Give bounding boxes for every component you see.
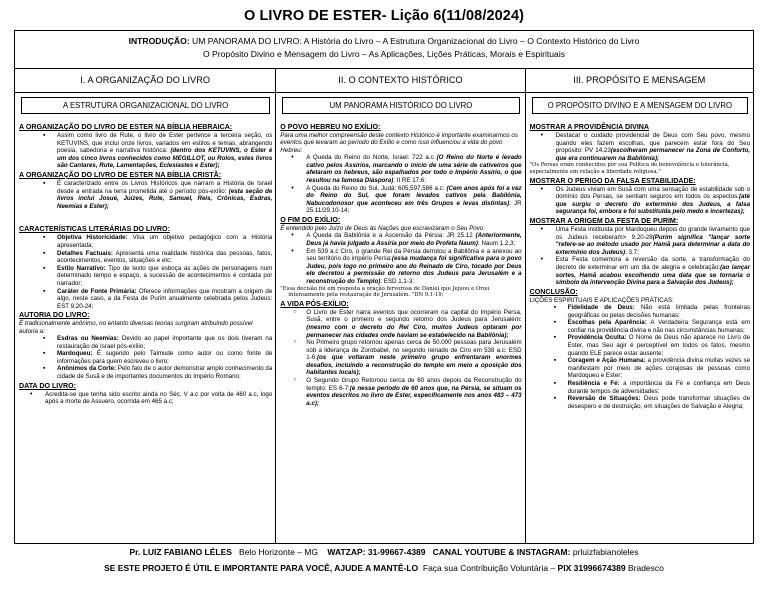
author-name: Pr. LUIZ FABIANO LÉLES (129, 547, 232, 557)
item-text: Devido ao papel importante que os dois tiveram na restauração de Israel pós-exílio; (57, 335, 273, 350)
footer-donation (0, 563, 768, 573)
list-item (19, 335, 272, 350)
item-key: Resiliência e Fé: (567, 380, 620, 388)
section-subheading: LIÇÕES ESPIRITUAIS E APLICAÇÕES PRÁTICAS: (529, 296, 674, 304)
item-emphasis: (os que voltaram neste primeiro grupo enfrentaram enormes desafios, incluindo a reconstrução do templo em meio a oposição dos habitantes locais); (306, 354, 522, 377)
item-text: No Primeiro grupo retornou apenas cerca de 50.000 pessoas para Jerusalém sob a liderança de Zorobabel, no segundo reinado de Ciro em 538 a.c: ESD 1-6: (306, 339, 522, 362)
page-title: O LIVRO DE ESTER- Lição 6(11/08/2024) (243, 8, 525, 24)
intro-text-2: O Propósito Divino e Mensagem do Livro – As Aplicações, Lições Práticas, Morais e Espirituais (202, 48, 566, 59)
list-item (280, 339, 521, 377)
lesson-sheet (14, 30, 754, 544)
section-heading: MOSTRAR A PROVIDÊNCIA DIVINA (529, 123, 650, 131)
item-text: Deus pode transformar situações de desespero e de destruição, em situações de Salvação e Alegria; (567, 395, 751, 410)
intro-line-1 (15, 35, 753, 48)
author-city: Belo Horizonte – MG (231, 547, 328, 557)
item-emphasis: (dentro dos KETUVINS, o Ester é um dos cinco livros conhecidos como MEGILLOT, ou Rolos, estes livros são Cantares, Rute, Lamentações, Eclesiastes e Ester); (57, 147, 273, 170)
box-heading: UM PANORAMA HISTÓRICO DO LIVRO (282, 97, 519, 114)
support-message: SE ESTE PROJETO É ÚTIL E IMPORTANTE PARA VOCÊ, AJUDE A MANTÊ-LO (104, 563, 419, 573)
item-text: A Queda do Reino do Sul, Judá: 605,597,586 a.c: (306, 184, 447, 192)
section-heading: CARACTERÍSTICAS LITERÁRIAS DO LIVRO: (19, 225, 170, 234)
item-text: É sugerido pelo Talmude como autor ou como fonte de informações para quem escreveu o livro; (57, 350, 273, 365)
item-emphasis: (Purim significa "lançar sorte "refere-se ao método usado por Hamã para determinar a data do extermínio dos Judeus) (555, 233, 751, 256)
social-label: CANAL YOUTUBE & INSTAGRAM: (425, 547, 573, 557)
list-item (280, 154, 521, 184)
item-ref: : II RE 17.6; (393, 177, 426, 184)
item-emphasis: (Cem anos após foi a vez do Reino do Sul, que foram levados cativos pela Babilônia, Nabucodonosor que aconteceu em três Grupos e levas distintas) (306, 184, 522, 207)
item-text: A Verdadeira Segurança está em confiar na providência divina e não nas circunstâncias humanas; (567, 319, 751, 334)
item-key: Fidelidade de Deus: (567, 304, 635, 312)
columns-body (15, 93, 753, 543)
item-text: Visa um objetivo pedagógico com a História apresentada; (57, 234, 273, 249)
column-organizacao (15, 93, 276, 543)
item-emphasis: (escolheram permanecer na Zona de Conforto, que era continuarem na Babilônia); (555, 147, 751, 162)
list-item (530, 334, 750, 357)
list-item (280, 232, 521, 247)
list-item (280, 185, 521, 215)
item-text: Acredita-se que tenha sido escrito ainda no Séc. V a.c por volta de 460 a.c, logo após a morte de Assuero, ocorrida em 465 a.c; (45, 390, 273, 406)
item-key: Detalhes Factuais: (57, 249, 113, 257)
list-item (530, 226, 750, 256)
item-text: Esta Festa comemora a reversão da sorte, a transformação do decreto de exterminar em um dia de alegria e celebração: (555, 256, 751, 271)
column-header-proposito: III. PROPÓSITO E MENSAGEM (573, 75, 706, 85)
item-text: a importância da Fé e confiança em Deus durante tempos de adversidades; (567, 380, 751, 395)
list-item (19, 350, 272, 365)
section-heading: A ORGANIZAÇÃO DO LIVRO DE ESTER NA BÍBLIA HEBRAICA: (19, 123, 233, 131)
list-item (19, 132, 272, 170)
item-text: Oferece informações que mostram a origem de algo, neste caso, a da Festa de Purim anualmente celebrada pelos Judeus: EST 9.20-24; (57, 287, 273, 310)
column-proposito (526, 93, 753, 543)
section-heading: DATA DO LIVRO: (19, 381, 77, 390)
intro-label: INTRODUÇÃO: (128, 36, 190, 46)
box-heading: O PROPÓSITO DIVINO E A MENSAGEM DO LIVRO (532, 97, 748, 114)
item-key: Estilo Narrativo: (57, 264, 106, 272)
spacer (19, 210, 272, 224)
item-emphasis: (ao lançar sortes, Hamã acabou escolhendo uma data que se tornaria o símbolo da intervenção Divina para a Salvação dos Judeus); (555, 263, 751, 287)
section-heading: CONCLUSÃO: (529, 287, 578, 296)
intro-section (15, 31, 753, 69)
item-text: Apresenta uma realidade histórica das pessoas, fatos, acontecimentos, eventos, situações e etc; (57, 249, 273, 265)
item-text: Não está limitada pelas fronteiras geográficas ou pelas decisões humanas; (567, 304, 751, 319)
list-item (530, 357, 750, 380)
section-intro: É entendido pelo Juízo de Deus às Nações que escravizaram o Seu Povo: (280, 224, 485, 232)
item-key: Esdras ou Neemias: (57, 335, 119, 343)
item-key: Mardoqueu: (57, 350, 93, 358)
item-emphasis: (Anteriormente, Deus já havia julgado a Assíria por meio do Profeta Naum) (306, 232, 522, 247)
footer-contact (0, 547, 768, 557)
whatsapp-number: WATZAP: 31-99667-4389 (327, 547, 426, 557)
item-emphasis: (esta seção de livros inclui Josué, Juízes, Rute, Samuel, Reis, Crônicas, Esdras, Neemias e Ester); (57, 187, 273, 210)
column-contexto (276, 93, 525, 543)
item-key: Escolhas pela Aparência: (567, 319, 647, 327)
section-heading: MOSTRAR A ORIGEM DA FESTA DE PURIM: (529, 216, 679, 225)
list-item (530, 395, 750, 410)
item-ref: : 3.7; (625, 248, 639, 256)
list-item (19, 265, 272, 288)
intro-text-1: UM PANORAMA DO LIVRO: A História do Livro – A Estrutura Organizacional do Livro – O Contexto Histórico do Livro (189, 36, 640, 46)
item-key: Coragem e Ação Humana: (567, 357, 646, 365)
contribution-text: Faça sua Contribuição Voluntária – (418, 563, 558, 573)
list-item (530, 256, 750, 286)
item-ref: : JR 25.11/29.10-14; (306, 199, 522, 215)
item-key: Anônimos da Corte: (57, 365, 117, 373)
list-item (530, 132, 750, 162)
item-text: Uma Festa instituída por Mardoqueu depois do grande livramento que os Judeus receberam> 9.20-28 (555, 225, 751, 241)
box-heading: A ESTRUTURA ORGANIZACIONAL DO LIVRO (21, 97, 270, 114)
item-ref: : ESD 1.1-3; (380, 277, 415, 285)
item-emphasis: (O Reino do Norte é levado cativo pelos Assírios, marcando o início de uma série de cativeiros que afetaram os hebreus, são espalhados por todo o Império Assírio, o que resultou na famosa Diáspora) (306, 154, 522, 184)
item-text: Em 539 a.c Ciro, o grande Rei da Pérsia derrotou a Babilônia e a anexou ao seu território do império Persa: (306, 247, 522, 263)
item-text: a providência divina muitas vezes se manifestam por meio de ações corajosas de pessoas como Mardoqueu e Ester; (567, 357, 751, 380)
list-item (19, 250, 272, 265)
list-item (19, 180, 272, 210)
list-item (280, 248, 521, 286)
bank-name: Bradesco (625, 563, 664, 573)
column-header-contexto: II. O CONTEXTO HISTÓRICO (276, 69, 525, 92)
section-intro: Para uma melhor compreensão deste contexto Histórico é importante examinarmos os eventos que levaram ao período do Exílio e como isso influenciou a vida do povo Hebreu: (280, 132, 518, 154)
item-text: Assim como livro de Rute, o livro de Ester pertence a terceira seção, os KETUVINS, que inclui onze livros, variados em estilos e temas, abrangendo poesia, sabedoria e narrativa histórica: (57, 132, 273, 155)
list-item (19, 234, 272, 249)
list-item (530, 304, 750, 319)
quote-line: intensamente pela restauração de Jerusalém. "DN 9.1-19; (288, 292, 444, 299)
item-key: Reversão de Situações: (567, 395, 641, 403)
section-heading: A VIDA PÓS-EXÍLIO: (280, 299, 349, 308)
item-text: Destacar o cuidado providencial de Deus com Seu povo, mesmo quando eles fazem escolhas, que parecem estar fora do Seu propósito: PV 14.23 (555, 132, 751, 155)
list-item (19, 288, 272, 311)
section-heading: O FIM DO EXÍLIO: (280, 215, 341, 224)
section-intro: É tradicionalmente anônimo, no entanto diversas teorias surgiram atribuindo possível autoria a: (19, 320, 253, 335)
section-heading: O POVO HEBREU NO EXÍLIO: (280, 123, 381, 131)
item-emphasis: (mesmo com o decreto do Rei Ciro, muitos Judeus optaram por permanecer nas cidades onde haviam se estabelecido na Babilônia); (306, 323, 522, 339)
list-item (280, 377, 521, 407)
list-item (530, 186, 750, 216)
item-emphasis: (essa mudança foi significativa para o povo Judeu, pois logo no primeiro ano do Reinado de Ciro, tocado por Deus ele decretou a permissão do retorno dos Judeus para Jerusalém e a reconstrução do Templo) (306, 255, 522, 285)
item-text: A Queda da Babilônia e a Ascensão da Pérsia: JR 25.12 (306, 232, 476, 240)
section-heading: MOSTRAR O PERIGO DA FALSA ESTABILIDADE: (529, 176, 696, 185)
item-text: A Queda do Reino do Norte, Israel: 722 a.c (306, 154, 437, 162)
item-key: Caráter de Fonte Primária: (57, 287, 137, 295)
list-item (19, 391, 272, 406)
list-item (530, 319, 750, 334)
quote-line: "Os Persas eram conhecidos por sua Política de benevolência e tolerância, especialmente em relação a liberdade religiosa." (529, 162, 730, 175)
item-text: Pelo fato de o autor demonstrar amplo conhecimento da cidade de Susã e de importantes documentos do Império Romano; (57, 365, 273, 381)
item-text: O Nome de Deus não aparece no Livro de Ester, mas Seu agir é perceptível em todos os fatos, mesmo quando ELE parece estar ausente; (567, 334, 751, 357)
pix-key: PIX 31996674389 (557, 563, 626, 573)
item-key: Objetiva Historicidade: (57, 234, 128, 242)
column-headers (15, 69, 753, 93)
quote-line: "Essa decisão foi em resposta a oração fervorosa de Daniel que Jejuou e Orou (280, 285, 490, 292)
item-text: O Livro de Ester narra eventos que ocorreram na capital do Império Persa, Susã, entre o primeiro e segundo retorno dos Judeus para Jerusalém: (306, 308, 522, 324)
item-text: Tipo de texto que esboça as ações de personagens num determinado tempo e espaço, a sucessão de acontecimentos é contada por narrador; (57, 264, 273, 287)
item-text: Os Judeus viviam em Susã com uma sensação de estabilidade sob o domínio dos Persas, se sentiam seguros em todos os aspectos: (555, 185, 751, 201)
section-heading: A ORGANIZAÇÃO DO LIVRO DE ESTER NA BÍBLIA CRISTÃ: (19, 170, 222, 179)
item-text: É caracterizado entre os Livros Históricos que narram a História de Israel desde a entrada na terra prometida até o período pós-exílio: (57, 179, 273, 195)
list-item (19, 365, 272, 380)
social-handle: prluizfabianoleles (572, 547, 639, 557)
column-header-organizacao: I. A ORGANIZAÇÃO DO LIVRO (15, 69, 276, 92)
list-item (280, 309, 521, 339)
item-key: Providência Oculta: (567, 334, 627, 342)
item-ref: : Naum 1.2,3; (478, 239, 516, 247)
item-text: O Segundo Grupo Retornou cerca de 60 anos depois da Reconstrução do templo: ES 6-7: (306, 377, 522, 392)
item-emphasis: (é nesse período de 60 anos que, na Pérsia, se situam os eventos descritos no livro de Ester, especificamente nos anos 483 – 473 a.c); (306, 384, 522, 407)
item-emphasis: (até que surgiu o decreto do extermínio dos Judeus, a falsa segurança foi, embora e foi substituída pelo medo e incertezas); (555, 193, 751, 216)
section-heading: AUTORIA DO LIVRO: (19, 311, 90, 320)
list-item (530, 380, 750, 395)
